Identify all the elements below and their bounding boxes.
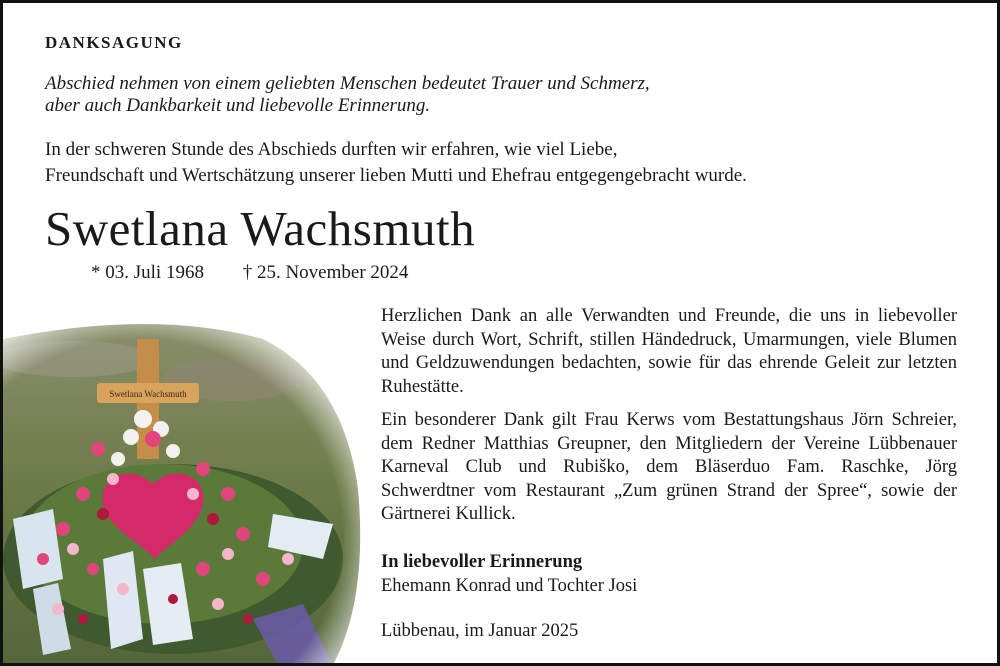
thanks-paragraph: Ein besonderer Dank gilt Frau Kerws vom Bestattungshaus Jörn Schreier, dem Redner Matthias Greupner, den Mitgliedern der Vereine Lübbenauer Karneval Club und Rubiško, dem Bläserduo Fam. Raschke, Jörg Schwerdtner vom Restaurant „Zum grünen Strand der Spree“, sowie der Gärtnerei Kullick. [381, 410, 957, 524]
signature-names: Ehemann Konrad und Tochter Josi [381, 576, 638, 596]
vignette [3, 319, 363, 665]
thanks-paragraph: Herzlichen Dank an alle Verwandten und Freunde, die uns in liebevoller Weise durch Wort, Schrift, stillen Händedruck, Umarmungen, viele Blumen und Geldzuwendungen bedachten, sowie für das ehrende Geleit zur letzten Ruhestätte. [381, 306, 957, 397]
signature-block [381, 550, 637, 598]
grave-photo-illustration [3, 319, 363, 665]
place-date: Lübbenau, im Januar 2025 [381, 621, 579, 641]
deceased-name: Swetlana Wachsmuth [45, 201, 476, 256]
thanks-text [381, 305, 957, 537]
notice-heading: DANKSAGUNG [45, 33, 183, 52]
signature-title: In liebevoller Erinnerung [381, 552, 583, 572]
intro-line: In der schweren Stunde des Abschieds durften wir erfahren, wie viel Liebe, [45, 139, 618, 160]
motto-line: aber auch Dankbarkeit und liebevolle Erinnerung. [45, 95, 431, 116]
life-dates [91, 261, 408, 285]
grave-photo [3, 319, 363, 665]
intro-line: Freundschaft und Wertschätzung unserer lieben Mutti und Ehefrau entgegengebracht wurde. [45, 165, 747, 186]
death-date: † 25. November 2024 [242, 262, 409, 283]
motto [45, 73, 650, 117]
motto-line: Abschied nehmen von einem geliebten Menschen bedeutet Trauer und Schmerz, [45, 73, 650, 94]
birth-date: * 03. Juli 1968 [91, 262, 204, 283]
intro-text [45, 137, 747, 189]
